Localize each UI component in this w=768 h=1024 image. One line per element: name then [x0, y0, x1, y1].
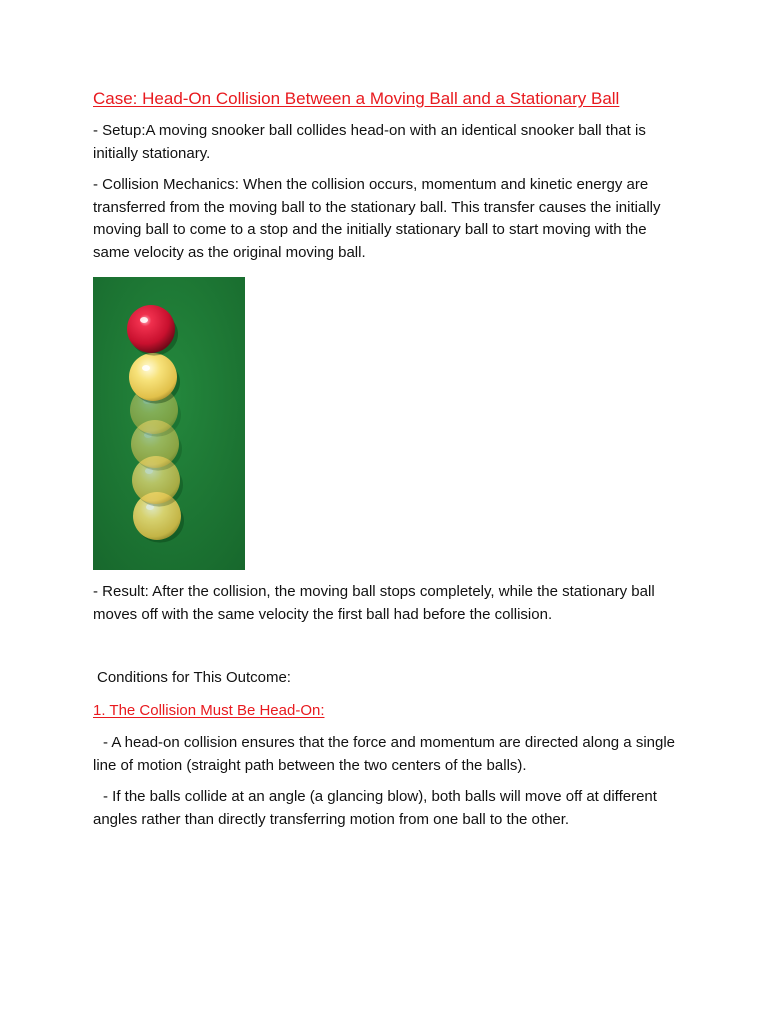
document-title: Case: Head-On Collision Between a Moving Ball and a Stationary Ball: [93, 89, 620, 108]
document-page: [93, 88, 683, 840]
conditions-heading: Conditions for This Outcome:: [97, 669, 291, 686]
condition-1-point-a: - A head-on collision ensures that the force and momentum are directed along a single line of motion (straight path between the two centers of the balls).: [93, 734, 676, 774]
result-paragraph: - Result: After the collision, the moving ball stops completely, while the stationary ball moves off with the same velocity the first ball had before the collision.: [93, 583, 655, 623]
collision-mechanics-paragraph: - Collision Mechanics: When the collision occurs, momentum and kinetic energy are transferred from the moving ball to the stationary ball. This transfer causes the initially moving ball to come to a stop and the initially stationary ball to start moving with the same velocity as the original moving ball.: [93, 176, 661, 261]
condition-1-point-b: - If the balls collide at an angle (a glancing blow), both balls will move off at different angles rather than directly transferring motion from one ball to the other.: [93, 788, 657, 828]
setup-paragraph: - Setup:A moving snooker ball collides head-on with an identical snooker ball that is initially stationary.: [93, 122, 646, 162]
condition-1-heading: 1. The Collision Must Be Head-On:: [93, 702, 325, 719]
spacer: [93, 635, 683, 667]
snooker-collision-photo: [93, 277, 245, 570]
